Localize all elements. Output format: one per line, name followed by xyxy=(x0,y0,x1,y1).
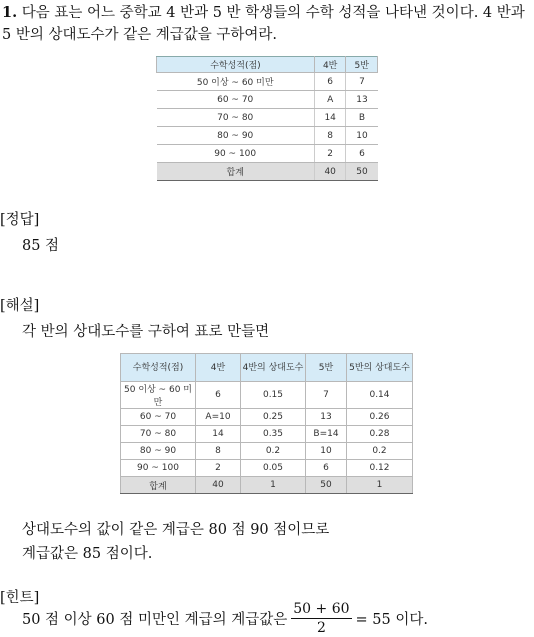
table-cell: B xyxy=(346,109,378,127)
table-row xyxy=(157,109,378,127)
table-cell: 0.2 xyxy=(347,443,413,460)
table-cell: 6 xyxy=(314,73,346,91)
table-total-row xyxy=(121,477,413,494)
table-cell: 0.26 xyxy=(347,409,413,426)
table-cell: 2 xyxy=(196,460,241,477)
header-class5: 5반 xyxy=(306,354,347,382)
solution-line-2: 계급값은 85 점이다. xyxy=(22,546,153,562)
table-cell: 40 xyxy=(314,163,346,181)
problem-text: 다음 표는 어느 중학교 4 반과 5 반 학생들의 수학 성적을 나타낸 것이다. 4 반과 5 반의 상대도수가 같은 계급값을 구하여라. xyxy=(2,5,525,43)
problem-number: 1. xyxy=(2,4,18,21)
header-score: 수학성적(점) xyxy=(157,57,315,73)
table-cell: 0.14 xyxy=(347,382,413,409)
table-cell: 90 ~ 100 xyxy=(121,460,196,477)
hint-suffix: = 55 이다. xyxy=(355,612,428,628)
table-cell: 0.25 xyxy=(241,409,306,426)
header-class4-relative: 4반의 상대도수 xyxy=(241,354,306,382)
table-row xyxy=(157,127,378,145)
table-cell: 60 ~ 70 xyxy=(157,91,315,109)
table-cell: 1 xyxy=(347,477,413,494)
header-class5: 5반 xyxy=(346,57,378,73)
table-cell: 7 xyxy=(306,382,347,409)
table-cell: 0.12 xyxy=(347,460,413,477)
table-cell: 6 xyxy=(196,382,241,409)
hint-line xyxy=(22,600,428,637)
header-score: 수학성적(점) xyxy=(121,354,196,382)
table-cell: 90 ~ 100 xyxy=(157,145,315,163)
table-cell: 80 ~ 90 xyxy=(121,443,196,460)
table-row xyxy=(121,382,413,409)
header-class5-relative: 5반의 상대도수 xyxy=(347,354,413,382)
header-class4: 4반 xyxy=(196,354,241,382)
table-cell: 1 xyxy=(241,477,306,494)
header-class4: 4반 xyxy=(314,57,346,73)
table-cell: 7 xyxy=(346,73,378,91)
score-table xyxy=(156,56,378,181)
table-header-row xyxy=(121,354,413,382)
table-cell: 50 이상 ~ 60 미만 xyxy=(121,382,196,409)
solution-label: [해설] xyxy=(0,298,40,314)
fraction-denominator: 2 xyxy=(316,620,326,636)
answer-label: [정답] xyxy=(0,212,40,228)
table-cell: 70 ~ 80 xyxy=(121,426,196,443)
table-cell: 8 xyxy=(196,443,241,460)
table-cell: 50 xyxy=(306,477,347,494)
table-cell: 0.05 xyxy=(241,460,306,477)
problem-statement xyxy=(2,2,532,46)
table-cell: 합계 xyxy=(157,163,315,181)
table-cell: 40 xyxy=(196,477,241,494)
table-cell: 70 ~ 80 xyxy=(157,109,315,127)
table-row xyxy=(121,409,413,426)
table-cell: 50 xyxy=(346,163,378,181)
fraction-numerator: 50 + 60 xyxy=(293,601,350,617)
answer-value: 85 점 xyxy=(22,238,60,254)
table-cell: 10 xyxy=(346,127,378,145)
table-cell: 0.15 xyxy=(241,382,306,409)
hint-prefix: 50 점 이상 60 점 미만인 계급의 계급값은 xyxy=(22,612,288,628)
table-cell: 13 xyxy=(346,91,378,109)
table-cell: 0.35 xyxy=(241,426,306,443)
table-row xyxy=(157,73,378,91)
table-cell: 10 xyxy=(306,443,347,460)
table-cell: B=14 xyxy=(306,426,347,443)
table-cell: A xyxy=(314,91,346,109)
table-row xyxy=(157,91,378,109)
solution-intro: 각 반의 상대도수를 구하여 표로 만들면 xyxy=(22,324,270,340)
table-cell: 80 ~ 90 xyxy=(157,127,315,145)
table-cell: 8 xyxy=(314,127,346,145)
table-cell: 14 xyxy=(196,426,241,443)
table-row xyxy=(157,145,378,163)
hint-label: [힌트] xyxy=(0,590,40,606)
table-row xyxy=(121,460,413,477)
relative-frequency-table xyxy=(120,353,413,494)
table-cell: 14 xyxy=(314,109,346,127)
table-cell: 6 xyxy=(306,460,347,477)
table-header-row xyxy=(157,57,378,73)
table-cell: 2 xyxy=(314,145,346,163)
table-cell: A=10 xyxy=(196,409,241,426)
table-row xyxy=(121,443,413,460)
table-cell: 60 ~ 70 xyxy=(121,409,196,426)
table-row xyxy=(121,426,413,443)
table-cell: 6 xyxy=(346,145,378,163)
hint-fraction xyxy=(291,600,351,637)
table-cell: 0.28 xyxy=(347,426,413,443)
table-cell: 합계 xyxy=(121,477,196,494)
table-cell: 0.2 xyxy=(241,443,306,460)
table-cell: 13 xyxy=(306,409,347,426)
solution-line-1: 상대도수의 값이 같은 계급은 80 점 90 점이므로 xyxy=(22,522,330,538)
table-total-row xyxy=(157,163,378,181)
table-cell: 50 이상 ~ 60 미만 xyxy=(157,73,315,91)
